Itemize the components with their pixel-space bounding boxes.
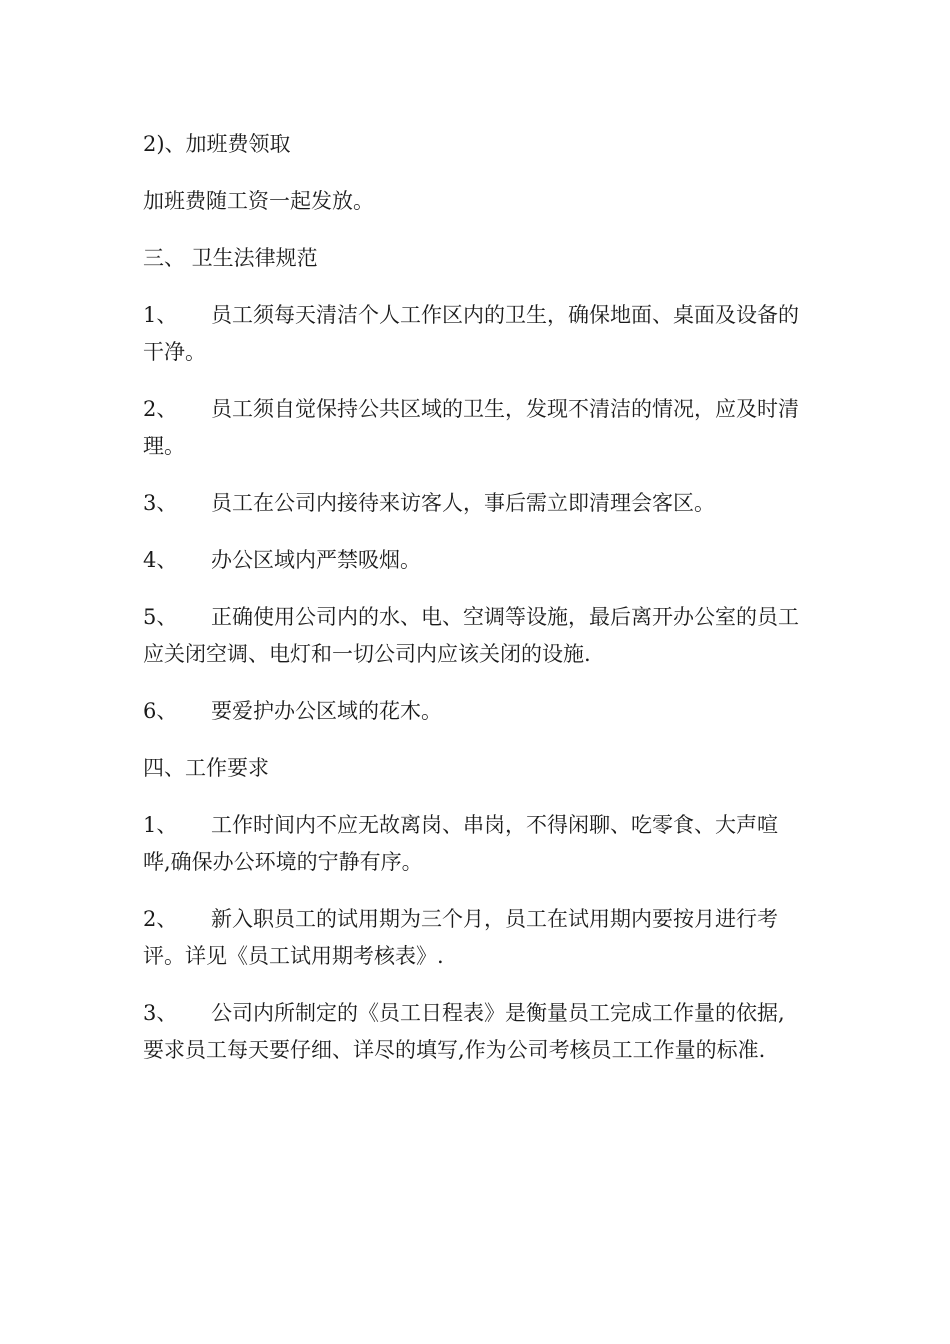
paragraph-text: 2)、加班费领取 bbox=[143, 132, 291, 156]
list-item-number: 2、 bbox=[143, 397, 178, 421]
list-item-number: 1、 bbox=[143, 813, 178, 837]
list-item-text: 正确使用公司内的水、电、空调等设施，最后离开办公室的员工应关闭空调、电灯和一切公司内应该关闭的设施. bbox=[143, 605, 799, 666]
list-item-text: 新入职员工的试用期为三个月，员工在试用期内要按月进行考评。详见《员工试用期考核表》. bbox=[143, 907, 778, 968]
list-item-text: 员工在公司内接待来访客人，事后需立即清理会客区。 bbox=[211, 491, 715, 515]
paragraph-text: 加班费随工资一起发放。 bbox=[143, 189, 374, 213]
section-heading-hygiene bbox=[143, 240, 803, 277]
list-item-number: 3、 bbox=[143, 491, 178, 515]
list-item-number: 2、 bbox=[143, 907, 178, 931]
paragraph bbox=[143, 183, 803, 220]
list-item-number: 6、 bbox=[143, 699, 178, 723]
document-body bbox=[143, 126, 803, 1089]
list-item bbox=[143, 599, 803, 673]
section-heading-work-requirements bbox=[143, 750, 803, 787]
sub-heading-overtime-pay bbox=[143, 126, 803, 163]
list-item-text: 员工须每天清洁个人工作区内的卫生，确保地面、桌面及设备的干净。 bbox=[143, 303, 799, 364]
list-item bbox=[143, 807, 803, 881]
list-item-text: 公司内所制定的《员工日程表》是衡量员工完成工作量的依据,要求员工每天要仔细、详尽的填写,作为公司考核员工工作量的标准. bbox=[143, 1001, 785, 1062]
list-item-number: 1、 bbox=[143, 303, 178, 327]
list-item-number: 5、 bbox=[143, 605, 178, 629]
list-item-text: 员工须自觉保持公共区域的卫生，发现不清洁的情况，应及时清理。 bbox=[143, 397, 799, 458]
list-item bbox=[143, 995, 803, 1069]
list-item bbox=[143, 693, 803, 730]
list-item bbox=[143, 901, 803, 975]
section-heading-text: 三、 卫生法律规范 bbox=[143, 246, 318, 270]
list-item-text: 工作时间内不应无故离岗、串岗，不得闲聊、吃零食、大声喧哗,确保办公环境的宁静有序。 bbox=[143, 813, 778, 874]
list-item-text: 办公区域内严禁吸烟。 bbox=[211, 548, 421, 572]
list-item-number: 3、 bbox=[143, 1001, 178, 1025]
list-item-number: 4、 bbox=[143, 548, 178, 572]
list-item-text: 要爱护办公区域的花木。 bbox=[211, 699, 442, 723]
list-item bbox=[143, 391, 803, 465]
list-item bbox=[143, 297, 803, 371]
section-heading-text: 四、工作要求 bbox=[143, 756, 269, 780]
list-item bbox=[143, 485, 803, 522]
list-item bbox=[143, 542, 803, 579]
